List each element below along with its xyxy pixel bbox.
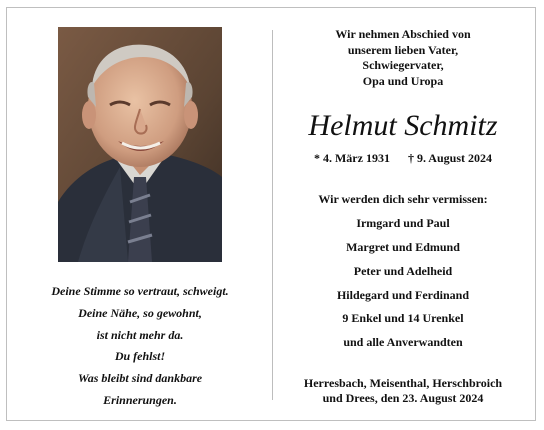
intro-line: unserem lieben Vater, [347, 42, 459, 57]
intro-line: Schwiegervater, [362, 58, 444, 72]
mourner-entry: Margret und Edmund [346, 239, 460, 254]
place-and-date [282, 376, 524, 406]
portrait-image [58, 27, 222, 262]
mourner-entry: Hildegard und Ferdinand [336, 287, 470, 302]
mourner-entry: und alle Anverwandten [343, 335, 463, 350]
poem-line: Deine Stimme so vertraut, schweigt. [51, 284, 229, 298]
portrait-photo [58, 27, 222, 262]
death-date: † 9. August 2024 [407, 151, 492, 165]
deceased-name: Helmut Schmitz [308, 109, 498, 142]
mourner-entry: Peter und Adelheid [353, 263, 453, 278]
date-line: und Drees, den 23. August 2024 [322, 391, 484, 405]
mourner-entry: Irmgard und Paul [356, 215, 450, 230]
poem [30, 283, 250, 414]
birth-date: * 4. März 1931 [313, 151, 390, 165]
poem-line: Erinnerungen. [103, 392, 177, 407]
mourners-heading: Wir werden dich sehr vermissen: [318, 192, 488, 206]
mourners-list [282, 191, 524, 358]
intro-text [282, 27, 524, 89]
poem-line: Du fehlst! [114, 349, 166, 364]
intro-line: Opa und Uropa [362, 73, 444, 88]
intro-line: Wir nehmen Abschied von [335, 27, 471, 41]
poem-line: ist nicht mehr da. [96, 327, 184, 342]
poem-line: Deine Nähe, so gewohnt, [78, 305, 202, 320]
poem-line: Was bleibt sind dankbare [77, 371, 203, 386]
life-dates [282, 150, 524, 166]
vertical-divider [272, 30, 273, 400]
mourner-entry: 9 Enkel und 14 Urenkel [342, 311, 464, 326]
place-line: Herresbach, Meisenthal, Herschbroich [303, 376, 503, 390]
